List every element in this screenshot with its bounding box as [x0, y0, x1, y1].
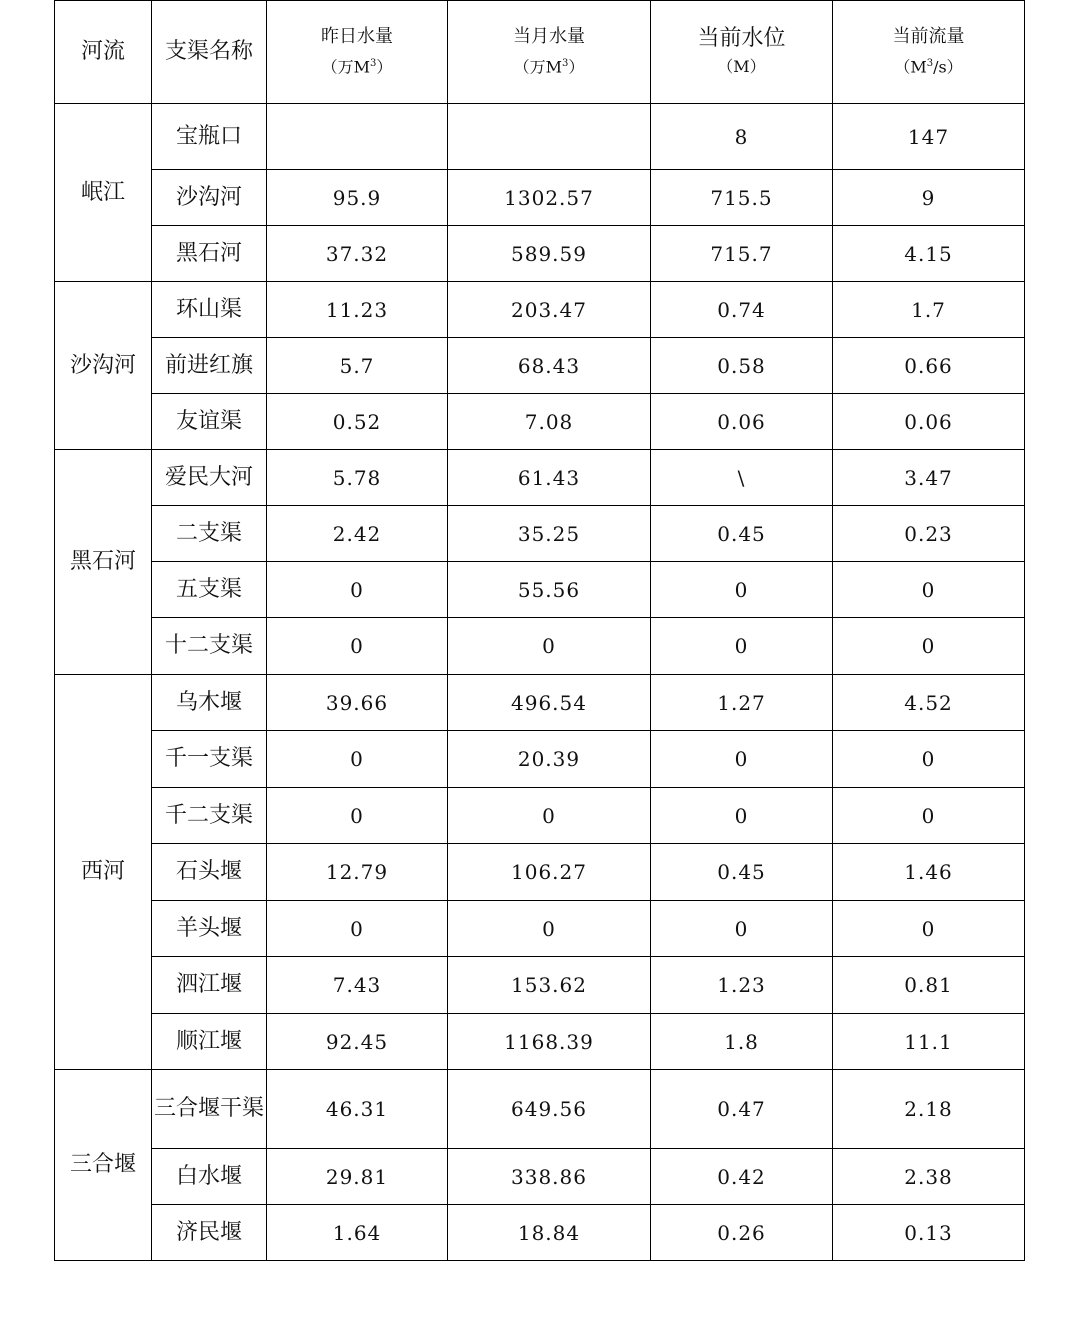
header-month-unit: （万$M^3$） — [513, 57, 585, 77]
level-cell: 0.47 — [651, 1070, 833, 1149]
yesterday-cell: 0 — [267, 731, 448, 788]
yesterday-cell: 95.9 — [267, 170, 448, 226]
flow-cell: 0.13 — [833, 1205, 1025, 1261]
branch-name-cell: 爱民大河 — [152, 450, 267, 506]
month-cell: 0 — [448, 618, 651, 675]
month-cell: 1168.39 — [448, 1014, 651, 1070]
river-cell: 沙沟河 — [55, 282, 152, 450]
branch-name-cell: 千一支渠 — [152, 731, 267, 788]
yesterday-cell: 5.7 — [267, 338, 448, 394]
month-cell: 589.59 — [448, 226, 651, 282]
table-row — [55, 1014, 1025, 1070]
header-flow-rate: 当前流量 $(M^3/s)$ — [833, 1, 1025, 104]
flow-cell: 0.81 — [833, 957, 1025, 1014]
flow-cell: 11.1 — [833, 1014, 1025, 1070]
branch-name-cell: 顺江堰 — [152, 1014, 267, 1070]
river-cell: 黑石河 — [55, 450, 152, 675]
branch-name-cell: 沙沟河 — [152, 170, 267, 226]
yesterday-cell: 0 — [267, 901, 448, 957]
yesterday-cell: 11.23 — [267, 282, 448, 338]
level-cell: 0 — [651, 901, 833, 957]
yesterday-cell: 7.43 — [267, 957, 448, 1014]
level-cell: \ — [651, 450, 833, 506]
level-cell: 0.74 — [651, 282, 833, 338]
level-cell: 715.7 — [651, 226, 833, 282]
month-cell: 496.54 — [448, 675, 651, 731]
branch-name-cell: 十二支渠 — [152, 618, 267, 675]
month-cell: 0 — [448, 788, 651, 844]
yesterday-cell: 37.32 — [267, 226, 448, 282]
yesterday-cell: 0 — [267, 788, 448, 844]
level-cell: 0.45 — [651, 844, 833, 901]
flow-cell: 0 — [833, 618, 1025, 675]
branch-name-cell: 石头堰 — [152, 844, 267, 901]
yesterday-cell: 39.66 — [267, 675, 448, 731]
flow-cell: 0.23 — [833, 506, 1025, 562]
branch-name-cell: 羊头堰 — [152, 901, 267, 957]
flow-cell: 3.47 — [833, 450, 1025, 506]
table-row — [55, 282, 1025, 338]
yesterday-cell: 92.45 — [267, 1014, 448, 1070]
yesterday-cell: 46.31 — [267, 1070, 448, 1149]
table-row — [55, 675, 1025, 731]
flow-cell: 1.46 — [833, 844, 1025, 901]
table-row — [55, 1205, 1025, 1261]
flow-cell: 1.7 — [833, 282, 1025, 338]
month-cell: 20.39 — [448, 731, 651, 788]
table-row — [55, 170, 1025, 226]
level-cell: 1.27 — [651, 675, 833, 731]
yesterday-cell: 1.64 — [267, 1205, 448, 1261]
table-row — [55, 338, 1025, 394]
flow-cell: 0 — [833, 788, 1025, 844]
flow-cell: 0 — [833, 562, 1025, 618]
branch-name-cell: 白水堰 — [152, 1149, 267, 1205]
header-yesterday-volume: 昨日水量 （万$M^3$） — [267, 1, 448, 104]
month-cell: 35.25 — [448, 506, 651, 562]
flow-cell: 147 — [833, 104, 1025, 170]
month-cell: 1302.57 — [448, 170, 651, 226]
branch-name-cell: 千二支渠 — [152, 788, 267, 844]
flow-cell: 0.66 — [833, 338, 1025, 394]
header-flow-unit: $(M^3/s)$ — [894, 57, 963, 77]
flow-cell: 0 — [833, 731, 1025, 788]
table-row — [55, 562, 1025, 618]
header-yesterday-unit: （万$M^3$） — [321, 57, 393, 77]
branch-name-cell: 环山渠 — [152, 282, 267, 338]
flow-cell: 0.06 — [833, 394, 1025, 450]
month-cell: 61.43 — [448, 450, 651, 506]
table-row — [55, 901, 1025, 957]
yesterday-cell: 0 — [267, 618, 448, 675]
branch-name-cell: 黑石河 — [152, 226, 267, 282]
level-cell: 715.5 — [651, 170, 833, 226]
table-row — [55, 506, 1025, 562]
yesterday-cell: 0 — [267, 562, 448, 618]
header-month-volume: 当月水量 （万$M^3$） — [448, 1, 651, 104]
level-cell: 0 — [651, 562, 833, 618]
yesterday-cell: 0.52 — [267, 394, 448, 450]
flow-cell: 4.15 — [833, 226, 1025, 282]
month-cell: 203.47 — [448, 282, 651, 338]
level-cell: 1.23 — [651, 957, 833, 1014]
table-row — [55, 1070, 1025, 1149]
table-row — [55, 226, 1025, 282]
level-cell: 0.45 — [651, 506, 833, 562]
river-cell: 三合堰 — [55, 1070, 152, 1261]
flow-cell: 2.38 — [833, 1149, 1025, 1205]
month-cell: 649.56 — [448, 1070, 651, 1149]
table-row — [55, 104, 1025, 170]
table-row — [55, 394, 1025, 450]
level-cell: 0.58 — [651, 338, 833, 394]
month-cell — [448, 104, 651, 170]
table-row — [55, 450, 1025, 506]
yesterday-cell — [267, 104, 448, 170]
month-cell: 68.43 — [448, 338, 651, 394]
header-branch-name: 支渠名称 — [152, 1, 267, 104]
branch-name-cell: 乌木堰 — [152, 675, 267, 731]
level-cell: 1.8 — [651, 1014, 833, 1070]
branch-name-cell: 五支渠 — [152, 562, 267, 618]
table-row — [55, 731, 1025, 788]
month-cell: 106.27 — [448, 844, 651, 901]
branch-name-cell: 济民堰 — [152, 1205, 267, 1261]
branch-name-cell: 宝瓶口 — [152, 104, 267, 170]
month-cell: 153.62 — [448, 957, 651, 1014]
level-cell: 0 — [651, 788, 833, 844]
level-cell: 8 — [651, 104, 833, 170]
month-cell: 7.08 — [448, 394, 651, 450]
river-cell: 岷江 — [55, 104, 152, 282]
header-river: 河流 — [55, 1, 152, 104]
branch-name-cell: 前进红旗 — [152, 338, 267, 394]
flow-cell: 0 — [833, 901, 1025, 957]
branch-name-cell: 友谊渠 — [152, 394, 267, 450]
table-row — [55, 844, 1025, 901]
yesterday-cell: 5.78 — [267, 450, 448, 506]
yesterday-cell: 12.79 — [267, 844, 448, 901]
month-cell: 338.86 — [448, 1149, 651, 1205]
month-cell: 18.84 — [448, 1205, 651, 1261]
month-cell: 55.56 — [448, 562, 651, 618]
branch-name-cell: 二支渠 — [152, 506, 267, 562]
water-volume-table — [54, 0, 1025, 1261]
flow-cell: 9 — [833, 170, 1025, 226]
flow-cell: 2.18 — [833, 1070, 1025, 1149]
table-row — [55, 1149, 1025, 1205]
table-row — [55, 957, 1025, 1014]
river-cell: 西河 — [55, 675, 152, 1070]
yesterday-cell: 29.81 — [267, 1149, 448, 1205]
level-cell: 0 — [651, 618, 833, 675]
level-cell: 0.26 — [651, 1205, 833, 1261]
month-cell: 0 — [448, 901, 651, 957]
header-water-level: 当前水位 （M） — [651, 1, 833, 104]
flow-cell: 4.52 — [833, 675, 1025, 731]
branch-name-cell: 泗江堰 — [152, 957, 267, 1014]
table-row — [55, 788, 1025, 844]
branch-name-cell: 三合堰干渠 — [152, 1070, 267, 1149]
yesterday-cell: 2.42 — [267, 506, 448, 562]
table-row — [55, 618, 1025, 675]
level-cell: 0 — [651, 731, 833, 788]
level-cell: 0.06 — [651, 394, 833, 450]
level-cell: 0.42 — [651, 1149, 833, 1205]
header-row — [55, 1, 1025, 104]
